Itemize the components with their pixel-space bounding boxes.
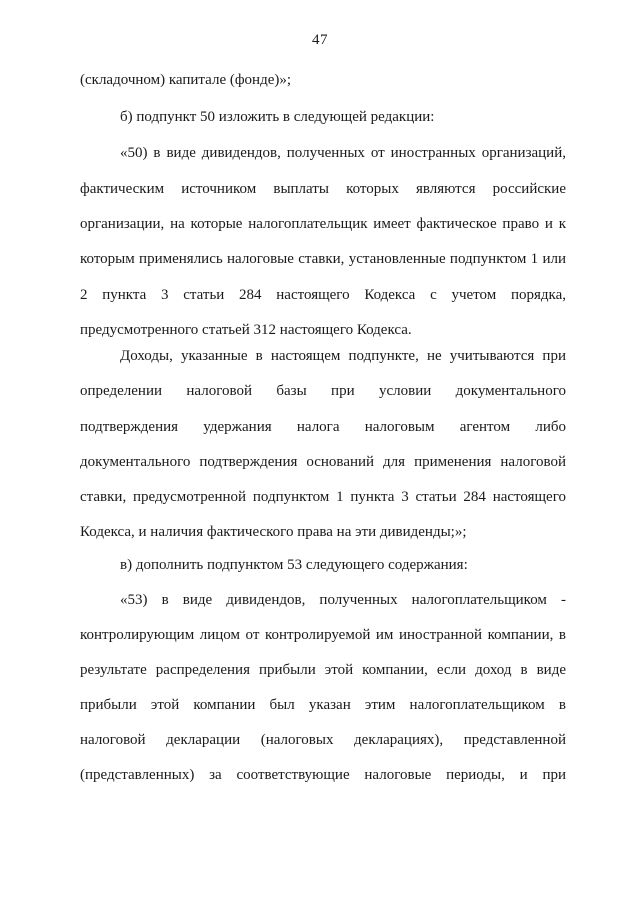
text-line: документального подтверждения оснований для применения налоговой [80, 454, 566, 470]
text-line: фактическим источником выплаты которых являются российские [80, 181, 566, 197]
text-line: прибыли этой компании был указан этим налогоплательщиком в [80, 697, 566, 713]
text-line: организации, на которые налогоплательщик имеет фактическое право и к [80, 216, 566, 232]
text-line: ставки, предусмотренной подпунктом 1 пункта 3 статьи 284 настоящего [80, 489, 566, 505]
text-line: 2 пункта 3 статьи 284 настоящего Кодекса с учетом порядка, [80, 287, 566, 303]
text-line: (представленных) за соответствующие налоговые периоды, и при [80, 767, 566, 783]
text-line: результате распределения прибыли этой компании, если доход в виде [80, 662, 566, 678]
page-number: 47 [312, 32, 328, 48]
text-line: которым применялись налоговые ставки, установленные подпунктом 1 или [80, 251, 566, 267]
text-line: контролирующим лицом от контролируемой им иностранной компании, в [80, 627, 566, 643]
text-line: Доходы, указанные в настоящем подпункте, не учитываются при [120, 348, 566, 364]
text-line: предусмотренного статьей 312 настоящего Кодекса. [80, 322, 412, 338]
text-line: б) подпункт 50 изложить в следующей редакции: [120, 109, 435, 125]
text-line: налоговой декларации (налоговых декларациях), представленной [80, 732, 566, 748]
text-line: «50) в виде дивидендов, полученных от иностранных организаций, [120, 145, 566, 161]
text-line: «53) в виде дивидендов, полученных налогоплательщиком - [120, 592, 566, 608]
text-line: подтверждения удержания налога налоговым агентом либо [80, 419, 566, 435]
text-line: определении налоговой базы при условии документального [80, 383, 566, 399]
text-line: Кодекса, и наличия фактического права на эти дивиденды;»; [80, 524, 467, 540]
text-line: в) дополнить подпунктом 53 следующего содержания: [120, 557, 468, 573]
text-line: (складочном) капитале (фонде)»; [80, 72, 292, 88]
